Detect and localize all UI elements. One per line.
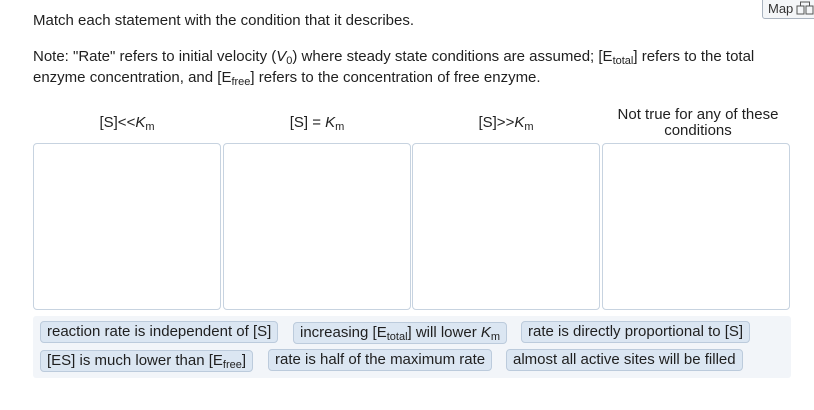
instruction-text: Match each statement with the condition that it describes. xyxy=(33,12,415,29)
drop-target-s-much-greater-than-km[interactable] xyxy=(412,143,600,310)
chip-es-lower-than-efree[interactable]: [ES] is much lower than $[E_{free}]$ xyxy=(40,350,253,372)
column-header-s-much-less-than-km: $[S]<<K_m$ xyxy=(99,114,155,133)
map-icon xyxy=(796,1,814,15)
column-header-not-true: Not true for any of these conditions xyxy=(617,106,779,139)
drop-target-not-true[interactable] xyxy=(602,143,790,310)
column-header-s-equals-km: $[S] = K_m$ xyxy=(289,114,345,133)
drop-target-s-much-less-than-km[interactable] xyxy=(33,143,221,310)
chip-rate-proportional-to-s[interactable]: rate is directly proportional to [S] xyxy=(521,321,750,343)
chip-rate-half-maximum[interactable]: rate is half of the maximum rate xyxy=(268,349,492,371)
column-header-s-much-greater-than-km: $[S]>>K_m$ xyxy=(478,114,534,133)
note-text: Note: "Rate" refers to initial velocity $(V_0)$ where steady state conditions are assumed; $[E_{total}]$ refers to the total enzyme concentration, and $[E_{free}]$ refers to the concentration of free enzyme. xyxy=(33,48,755,88)
chip-increasing-etotal-lowers-km[interactable]: increasing $[E_{total}]$ will lower $K_m$ xyxy=(293,322,507,344)
map-button-label: Map xyxy=(768,0,794,16)
map-button[interactable] xyxy=(762,0,814,19)
chip-active-sites-filled[interactable]: almost all active sites will be filled xyxy=(506,349,743,371)
drop-target-s-equals-km[interactable] xyxy=(223,143,411,310)
chip-rate-independent-of-s[interactable]: reaction rate is independent of [S] xyxy=(40,321,278,343)
